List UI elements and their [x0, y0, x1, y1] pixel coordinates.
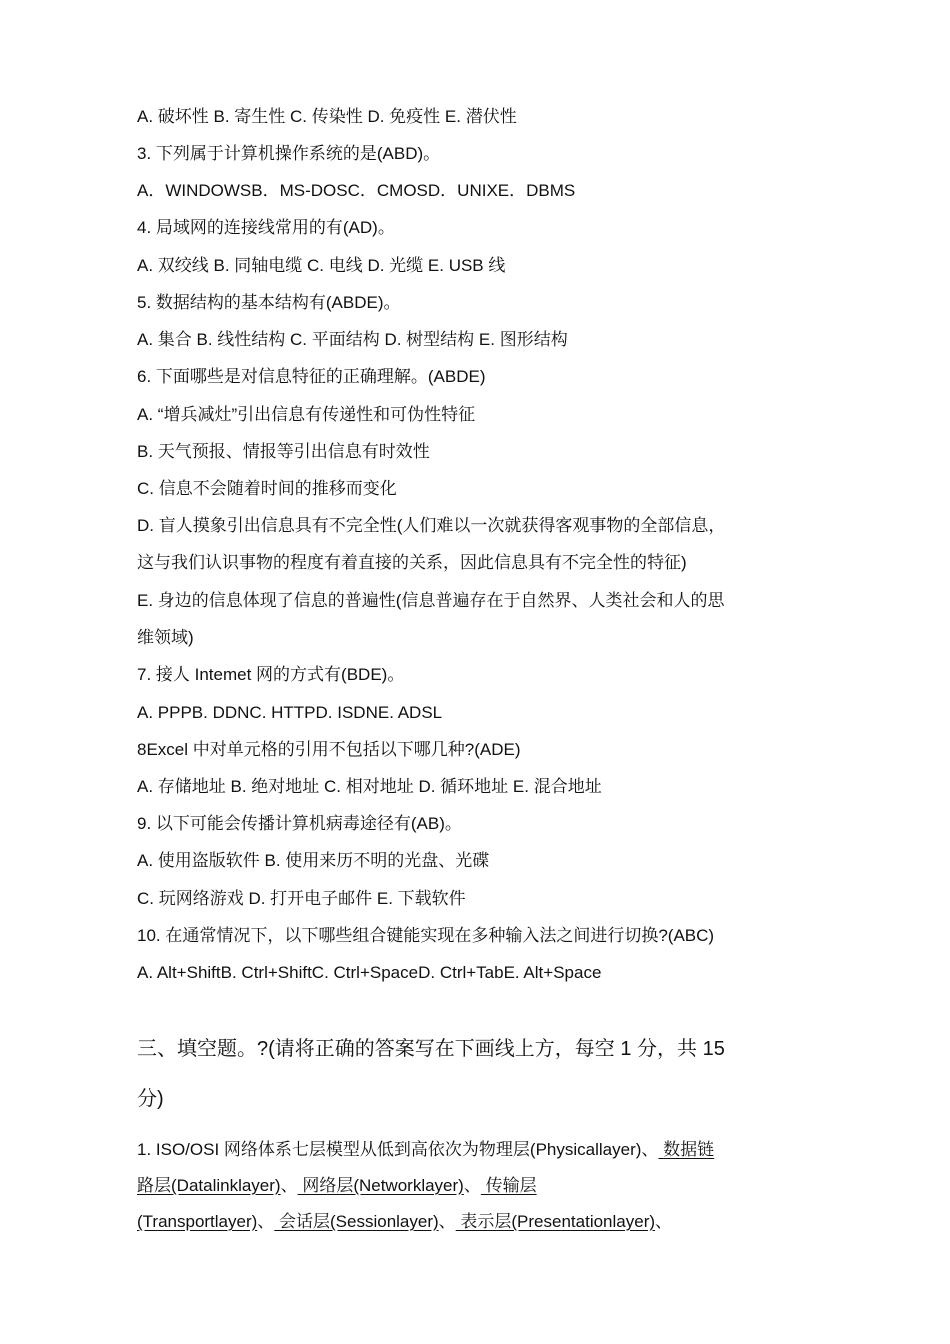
- fill-question-1: [137, 1139, 714, 1161]
- question-5: 5. 数据结构的基本结构有(ABDE)。: [137, 293, 401, 312]
- question-10: 10. 在通常情况下，以下哪些组合键能实现在多种输入法之间进行切换?(ABC): [137, 926, 715, 945]
- separator: 、: [280, 1176, 298, 1195]
- option-6c: C. 信息不会随着时间的推移而变化: [137, 479, 397, 498]
- options-q9-b: C. 玩网络游戏 D. 打开电子邮件 E. 下载软件: [137, 889, 466, 908]
- options-q7: A. PPPB. DDNC. HTTPD. ISDNE. ADSL: [137, 703, 443, 722]
- separator: 、: [463, 1176, 481, 1195]
- section-heading-cont: 分): [137, 1088, 164, 1110]
- section-heading: 三、填空题。?(请将正确的答案写在下画线上方，每空 1 分，共 15: [137, 1038, 725, 1060]
- options-q10: A. Alt+ShiftB. Ctrl+ShiftC. Ctrl+SpaceD. Ctrl+TabE. Alt+Space: [137, 963, 602, 982]
- answer-blank-datalink: 数据链: [658, 1140, 715, 1159]
- answer-blank-network: 网络层(Networklayer): [297, 1176, 464, 1195]
- options-q2: A. 破坏性 B. 寄生性 C. 传染性 D. 免疫性 E. 潜伏性: [137, 107, 517, 126]
- options-q9-a: A. 使用盗版软件 B. 使用来历不明的光盘、光碟: [137, 851, 490, 870]
- option-6d-cont: 这与我们认识事物的程度有着直接的关系，因此信息具有不完全性的特征): [137, 553, 687, 572]
- question-7: 7. 接人 Intemet 网的方式有(BDE)。: [137, 665, 405, 684]
- option-6a: A. “增兵减灶”引出信息有传递性和可伪性特征: [137, 405, 476, 424]
- question-9: 9. 以下可能会传播计算机病毒途径有(AB)。: [137, 814, 462, 833]
- question-3: 3. 下列属于计算机操作系统的是(ABD)。: [137, 144, 441, 163]
- option-6b: B. 天气预报、情报等引出信息有时效性: [137, 442, 430, 461]
- fill-question-1-line2: [137, 1175, 537, 1197]
- options-q3: A．WINDOWSB．MS-DOSC．CMOSD．UNIXE．DBMS: [137, 181, 576, 200]
- option-6e-cont: 维领域): [137, 628, 194, 647]
- fill-question-1-line3: [137, 1211, 672, 1233]
- fill-q1-text: 1. ISO/OSI 网络体系七层模型从低到高依次为物理层(Physicallayer)、: [137, 1140, 659, 1159]
- options-q8: A. 存储地址 B. 绝对地址 C. 相对地址 D. 循环地址 E. 混合地址: [137, 777, 602, 796]
- question-8: 8Excel 中对单元格的引用不包括以下哪几种?(ADE): [137, 740, 521, 759]
- question-6: 6. 下面哪些是对信息特征的正确理解。(ABDE): [137, 367, 486, 386]
- separator: 、: [257, 1212, 275, 1231]
- answer-blank-datalink-cont: 路层(Datalinklayer): [137, 1176, 281, 1195]
- option-6d: D. 盲人摸象引出信息具有不完全性(人们难以一次就获得客观事物的全部信息，: [137, 516, 726, 535]
- question-4: 4. 局域网的连接线常用的有(AD)。: [137, 218, 395, 237]
- answer-blank-transport: 传输层: [480, 1176, 537, 1195]
- separator: 、: [655, 1212, 673, 1231]
- options-q5: A. 集合 B. 线性结构 C. 平面结构 D. 树型结构 E. 图形结构: [137, 330, 568, 349]
- answer-blank-transport-cont: (Transportlayer): [137, 1212, 258, 1231]
- options-q4: A. 双绞线 B. 同轴电缆 C. 电线 D. 光缆 E. USB 线: [137, 256, 506, 275]
- option-6e: E. 身边的信息体现了信息的普遍性(信息普遍存在于自然界、人类社会和人的思: [137, 591, 725, 610]
- separator: 、: [438, 1212, 456, 1231]
- answer-blank-session: 会话层(Sessionlayer): [274, 1212, 439, 1231]
- answer-blank-presentation: 表示层(Presentationlayer): [455, 1212, 656, 1231]
